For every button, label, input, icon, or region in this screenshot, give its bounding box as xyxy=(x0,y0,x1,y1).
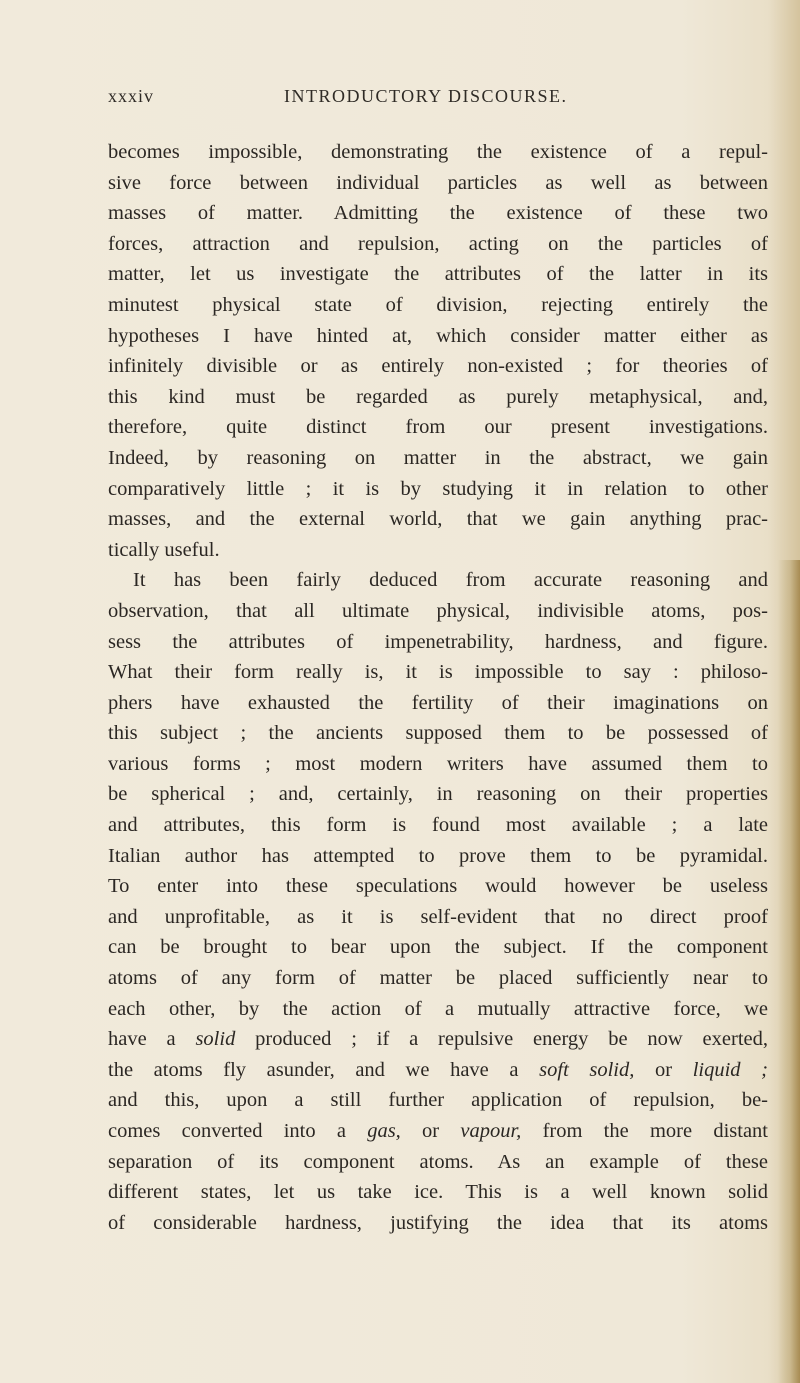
text-line: hypotheses I have hinted at, which consider matter either as xyxy=(108,324,768,347)
text-line: matter, let us investigate the attributes of the latter in its xyxy=(108,263,768,286)
body-text xyxy=(108,137,768,1238)
italic-term: liquid ; xyxy=(692,1058,769,1081)
italic-term: solid xyxy=(195,1028,236,1051)
text-line xyxy=(108,1024,768,1055)
text-line: sess the attributes of impenetrability, hardness, and figure. xyxy=(108,630,768,653)
text-line: Italian author has attempted to prove them to be pyramidal. xyxy=(108,844,768,867)
text-line: minutest physical state of division, rejecting entirely the xyxy=(108,293,768,316)
text-line: and unprofitable, as it is self-evident that no direct proof xyxy=(108,905,768,928)
text-line: becomes impossible, demonstrating the existence of a repul- xyxy=(108,141,768,163)
text-line xyxy=(108,1116,768,1147)
text-line: masses, and the external world, that we gain anything prac- xyxy=(108,508,768,531)
text-line: separation of its component atoms. As an example of these xyxy=(108,1150,768,1173)
text-line: forces, attraction and repulsion, acting on the particles of xyxy=(108,232,768,255)
italic-term: gas, xyxy=(367,1120,401,1142)
text-line: this kind must be regarded as purely metaphysical, and, xyxy=(108,385,768,408)
text-line: Indeed, by reasoning on matter in the abstract, we gain xyxy=(108,446,768,469)
text-line: What their form really is, it is impossible to say : philoso- xyxy=(108,661,768,684)
text-line: this subject ; the ancients supposed them to be possessed of xyxy=(108,722,768,745)
text-line: and attributes, this form is found most available ; a late xyxy=(108,814,768,837)
paragraph-start-line: It has been fairly deduced from accurate reasoning and xyxy=(133,569,768,592)
text-line: different states, let us take ice. This is a well known solid xyxy=(108,1181,768,1204)
text-fragment: or xyxy=(634,1058,693,1081)
text-fragment: or xyxy=(400,1120,461,1142)
text-line: observation, that all ultimate physical, indivisible atoms, pos- xyxy=(108,599,768,622)
text-line: each other, by the action of a mutually attractive force, we xyxy=(108,997,768,1020)
italic-term: soft solid, xyxy=(539,1058,635,1081)
text-line: comparatively little ; it is by studying it in relation to other xyxy=(108,477,768,500)
text-line: can be brought to bear upon the subject. If the component xyxy=(108,936,768,959)
text-fragment: have a xyxy=(108,1028,196,1051)
text-line: infinitely divisible or as entirely non-existed ; for theories of xyxy=(108,355,768,378)
text-line: atoms of any form of matter be placed sufficiently near to xyxy=(108,967,768,990)
page-edge-stain xyxy=(778,560,800,1383)
text-line: various forms ; most modern writers have assumed them to xyxy=(108,752,768,775)
running-title: INTRODUCTORY DISCOURSE. xyxy=(284,86,568,106)
running-header xyxy=(108,86,768,116)
text-line: and this, upon a still further application of repulsion, be- xyxy=(108,1089,768,1112)
text-line: masses of matter. Admitting the existence of these two xyxy=(108,202,768,225)
text-line: therefore, quite distinct from our present investigations. xyxy=(108,416,768,439)
text-fragment: produced ; if a repulsive energy be now exerted, xyxy=(235,1028,768,1051)
italic-term: vapour, xyxy=(460,1120,522,1142)
text-line: be spherical ; and, certainly, in reasoning on their properties xyxy=(108,783,768,806)
text-line xyxy=(108,1055,768,1086)
text-fragment: the atoms fly asunder, and we have a xyxy=(108,1058,540,1081)
text-line: tically useful. xyxy=(108,538,220,561)
page-number: xxxiv xyxy=(108,86,155,106)
text-fragment: from the more distant xyxy=(521,1120,768,1142)
text-fragment: comes converted into a xyxy=(108,1120,368,1142)
text-line: of considerable hardness, justifying the idea that its atoms xyxy=(108,1211,768,1234)
text-line: sive force between individual particles as well as between xyxy=(108,171,768,194)
text-line: To enter into these speculations would however be useless xyxy=(108,875,768,898)
text-line: phers have exhausted the fertility of their imaginations on xyxy=(108,691,768,714)
